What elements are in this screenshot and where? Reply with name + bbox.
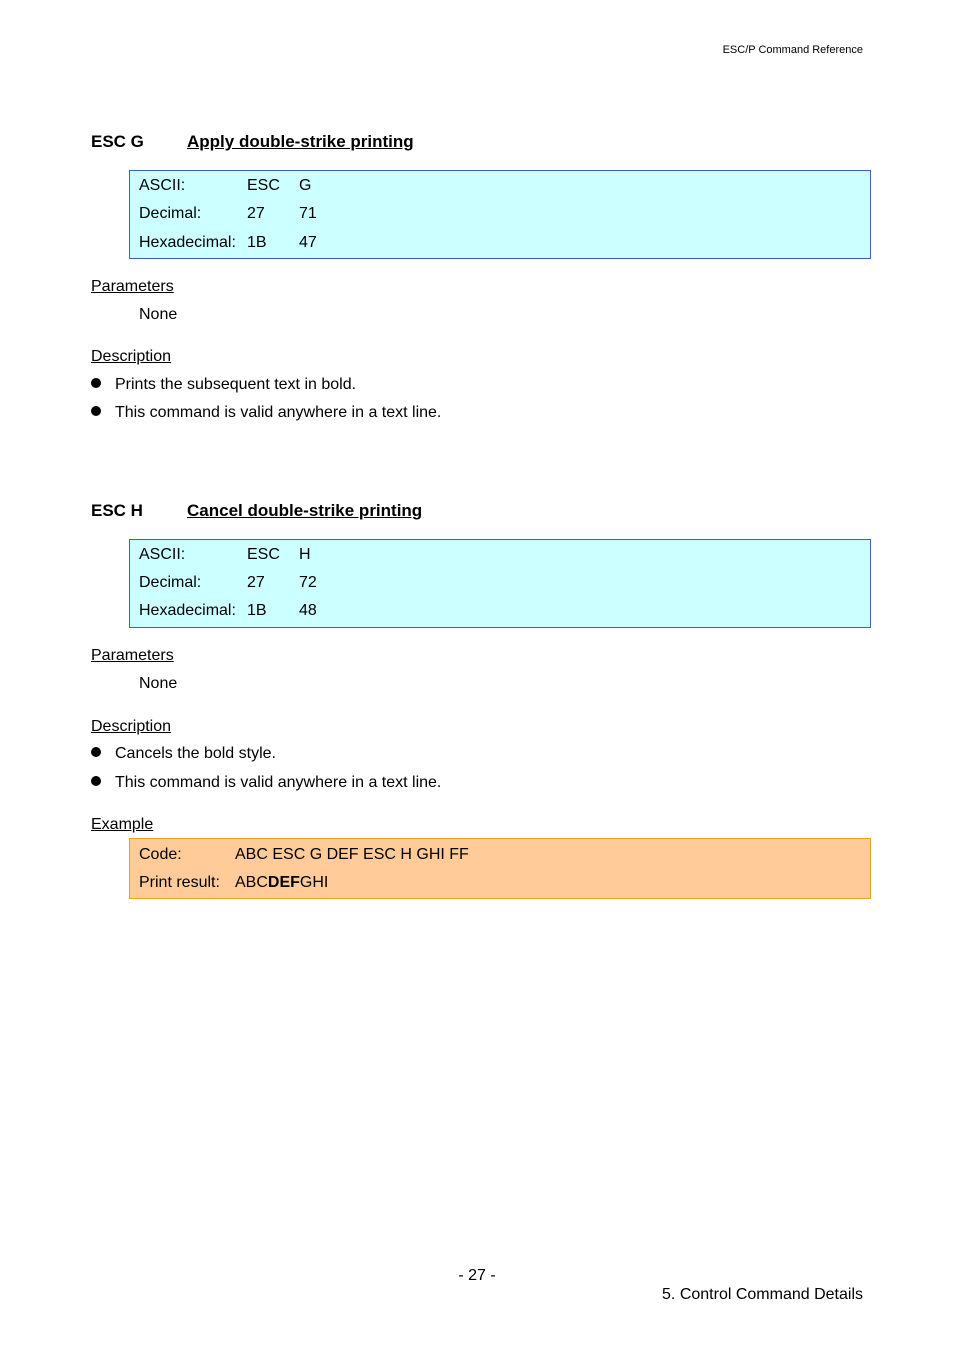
command-code: ESC G (91, 132, 144, 151)
command-title-esc-h (91, 501, 422, 521)
description-bullet (91, 404, 441, 422)
description-bullet (91, 376, 356, 394)
result-normal-text: ABC (235, 874, 268, 891)
bullet-text: Prints the subsequent text in bold. (115, 376, 357, 393)
code-label: ASCII: (139, 546, 186, 563)
code-value: 1B (247, 234, 267, 251)
bullet-icon (91, 406, 101, 416)
example-box (129, 838, 871, 899)
example-code-row (139, 845, 469, 865)
code-value: 47 (299, 234, 317, 251)
code-label: Decimal: (139, 574, 202, 591)
code-value: 72 (299, 574, 317, 591)
example-heading: Example (91, 816, 154, 833)
parameters-heading: Parameters (91, 278, 174, 295)
bullet-icon (91, 776, 101, 786)
code-value: 1B (247, 602, 267, 619)
bullet-text: This command is valid anywhere in a text line. (115, 774, 442, 791)
description-bullet (91, 745, 276, 763)
code-value: 27 (247, 574, 265, 591)
code-label: Decimal: (139, 205, 202, 222)
code-value: G (299, 177, 312, 194)
command-name: Cancel double-strike printing (187, 501, 423, 520)
example-code: ABC ESC G DEF ESC H GHI FF (235, 846, 469, 863)
parameters-heading: Parameters (91, 647, 174, 664)
description-heading: Description (91, 718, 172, 735)
bullet-text: This command is valid anywhere in a text line. (115, 404, 442, 421)
code-value: 71 (299, 205, 317, 222)
code-value: ESC (247, 546, 280, 563)
bullet-icon (91, 747, 101, 757)
example-label: Code: (139, 846, 182, 863)
description-heading: Description (91, 348, 172, 365)
command-code: ESC H (91, 501, 143, 520)
example-label: Print result: (139, 874, 220, 891)
result-normal-text: GHI (299, 874, 329, 891)
chapter-footer: 5. Control Command Details (662, 1286, 863, 1303)
code-table-esc-g (129, 170, 871, 259)
parameters-text: None (139, 306, 178, 323)
example-result (235, 873, 328, 893)
page-number: - 27 - (458, 1267, 496, 1284)
code-value: 48 (299, 602, 317, 619)
bullet-icon (91, 378, 101, 388)
result-bold-text: DEF (267, 874, 300, 891)
command-title-esc-g (91, 132, 414, 152)
code-label: Hexadecimal: (139, 234, 236, 251)
code-label: ASCII: (139, 177, 186, 194)
parameters-text: None (139, 675, 178, 692)
running-header: ESC/P Command Reference (722, 44, 863, 56)
code-value: H (299, 546, 311, 563)
description-bullet (91, 774, 441, 792)
code-label: Hexadecimal: (139, 602, 236, 619)
code-value: 27 (247, 205, 265, 222)
code-table-esc-h (129, 539, 871, 628)
example-result-row (139, 873, 329, 893)
bullet-text: Cancels the bold style. (115, 745, 276, 762)
command-name: Apply double-strike printing (187, 132, 414, 151)
code-value: ESC (247, 177, 280, 194)
